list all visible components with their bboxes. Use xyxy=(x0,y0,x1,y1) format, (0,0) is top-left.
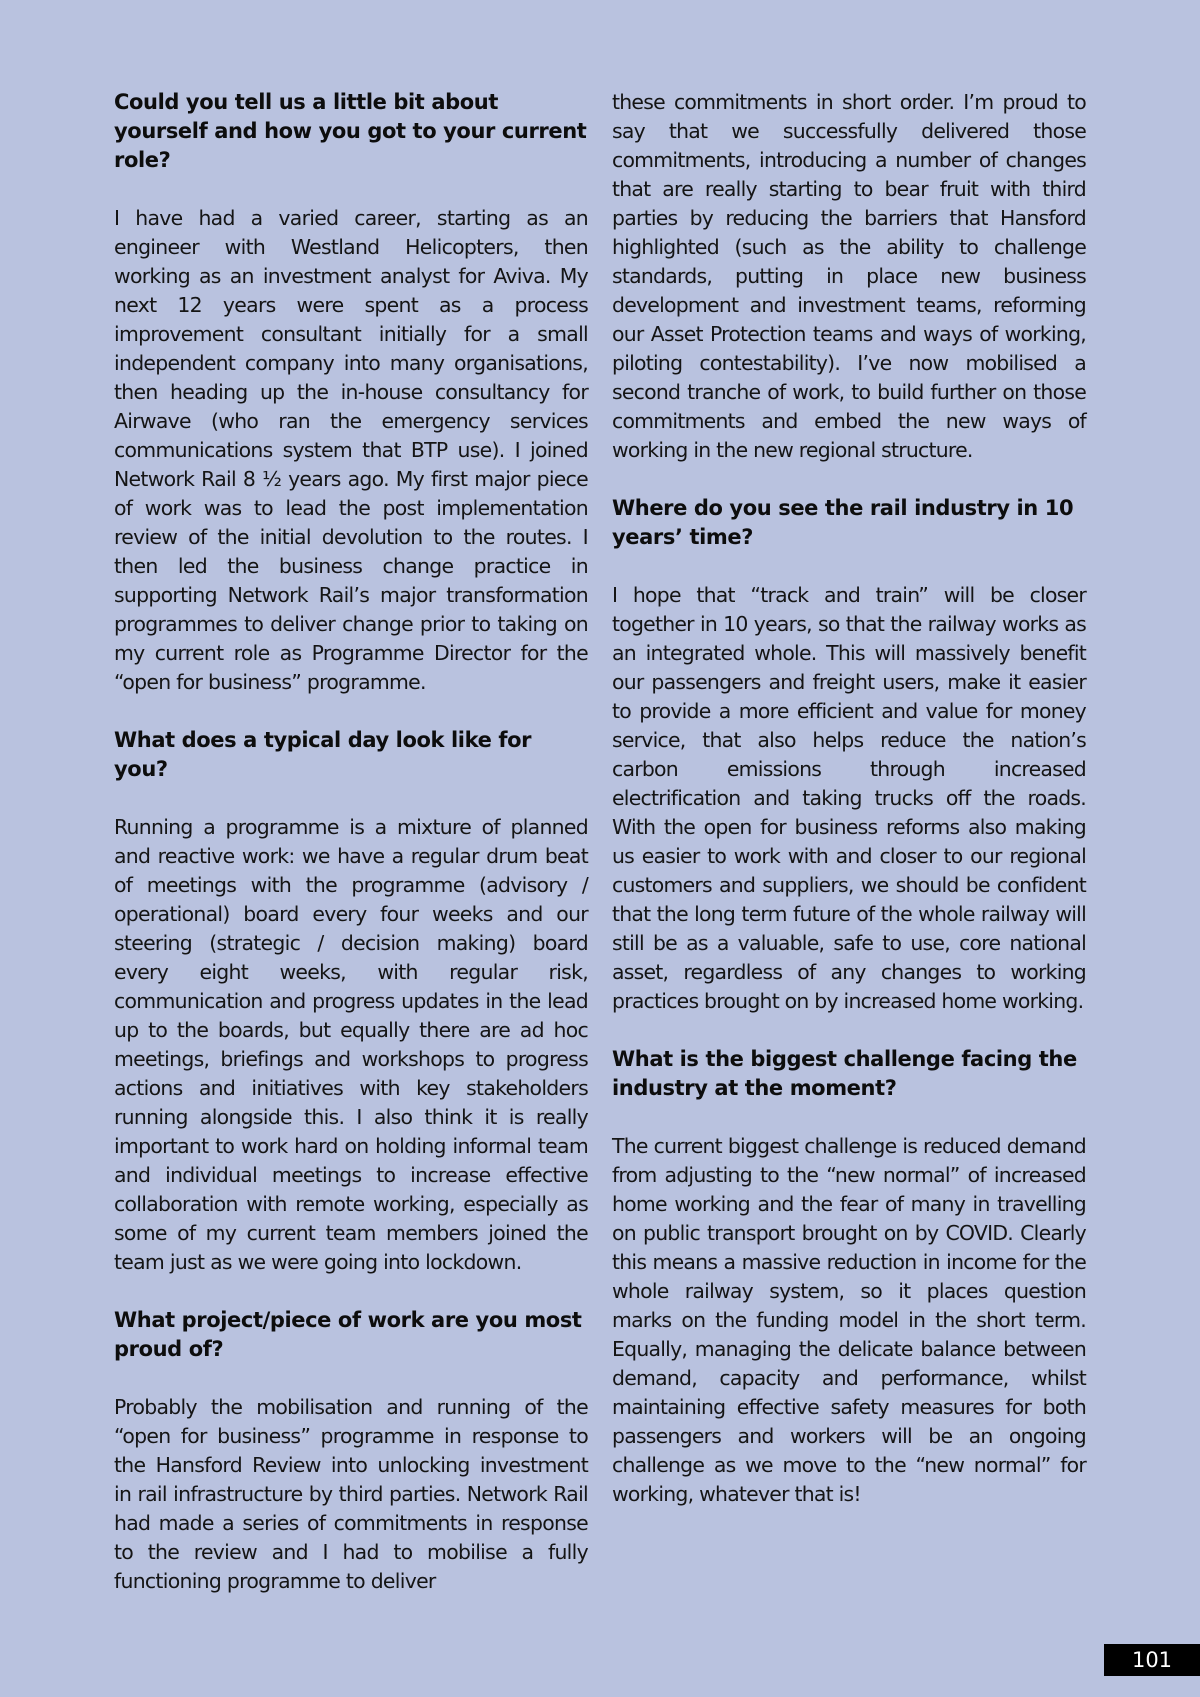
question-heading: Where do you see the rail industry in 10 years’ time? xyxy=(612,496,1074,549)
question-heading: What project/piece of work are you most proud of? xyxy=(114,1308,582,1361)
question-heading: What does a typical day look like for you? xyxy=(114,728,532,781)
answer-paragraph: Running a programme is a mixture of planned and reactive work: we have a regular drum beat of meetings with the programme (advisory / operational) board every four weeks and our steering (strategic / decision making) board every eight weeks, with regular risk, communication and progress updates in the lead up to the boards, but equally there are ad hoc meetings, briefings and workshops to progress actions and initiatives with key stakeholders running alongside this. I also think it is really important to work hard on holding informal team and individual meetings to increase effective collaboration with remote working, especially as some of my current team members joined the team just as we were going into lockdown. xyxy=(114,815,588,1274)
right-column xyxy=(612,88,1086,1538)
question-heading: What is the biggest challenge facing the industry at the moment? xyxy=(612,1047,1077,1100)
answer-paragraph-continued: these commitments in short order. I’m proud to say that we successfully delivered those commitments, introducing a number of changes that are really starting to bear fruit with third parties by reducing the barriers that Hansford highlighted (such as the ability to challenge standards, putting in place new business development and investment teams, reforming our Asset Protection teams and ways of working, piloting contestability). I’ve now mobilised a second tranche of work, to build further on those commitments and embed the new ways of working in the new regional structure. xyxy=(612,90,1086,462)
answer-paragraph: I hope that “track and train” will be closer together in 10 years, so that the railway works as an integrated whole. This will massively benefit our passengers and freight users, make it easier to provide a more efficient and value for money service, that also helps reduce the nation’s carbon emissions through increased electrification and taking trucks off the roads. With the open for business reforms also making us easier to work with and closer to our regional customers and suppliers, we should be confident that the long term future of the whole railway will still be as a valuable, safe to use, core national asset, regardless of any changes to working practices brought on by increased home working. xyxy=(612,583,1086,1013)
answer-paragraph: The current biggest challenge is reduced demand from adjusting to the “new normal” of increased home working and the fear of many in travelling on public transport brought on by COVID. Clearly this means a massive reduction in income for the whole railway system, so it places question marks on the funding model in the short term. Equally, managing the delicate balance between demand, capacity and performance, whilst maintaining effective safety measures for both passengers and workers will be an ongoing challenge as we move to the “new normal” for working, whatever that is! xyxy=(612,1134,1086,1506)
question-heading: Could you tell us a little bit about yourself and how you got to your current role? xyxy=(114,90,587,172)
answer-paragraph: Probably the mobilisation and running of the “open for business” programme in response to the Hansford Review into unlocking investment in rail infrastructure by third parties. Network Rail had made a series of commitments in response to the review and I had to mobilise a fully functioning programme to deliver xyxy=(114,1395,588,1593)
left-column xyxy=(114,88,588,1625)
page-number: 101 xyxy=(1104,1644,1200,1676)
answer-paragraph: I have had a varied career, starting as an engineer with Westland Helicopters, then working as an investment analyst for Aviva. My next 12 years were spent as a process improvement consultant initially for a small independent company into many organisations, then heading up the in-house consultancy for Airwave (who ran the emergency services communications system that BTP use). I joined Network Rail 8 ½ years ago. My first major piece of work was to lead the post implementation review of the initial devolution to the routes. I then led the business change practice in supporting Network Rail’s major transformation programmes to deliver change prior to taking on my current role as Programme Director for the “open for business” programme. xyxy=(114,206,588,694)
